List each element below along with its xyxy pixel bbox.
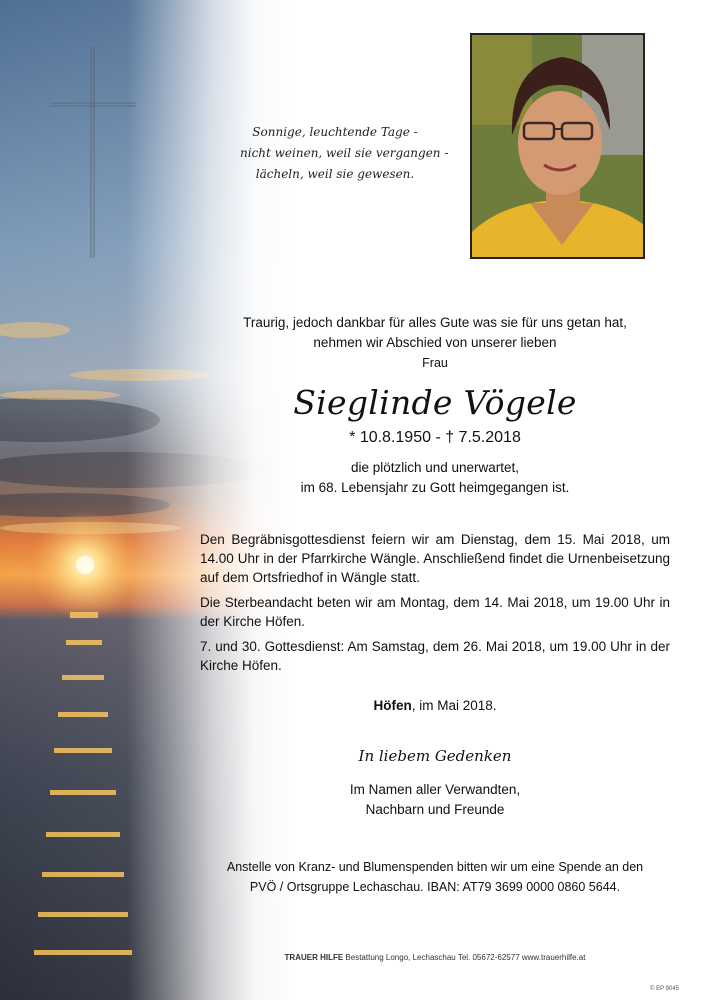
footer-brand: TRAUER HILFE bbox=[284, 953, 344, 962]
quote-line: Sonnige, leuchtende Tage - bbox=[252, 125, 418, 139]
donation-note bbox=[200, 857, 670, 897]
donation-line: Anstelle von Kranz- und Blumenspenden bitten wir um eine Spende an den bbox=[226, 860, 644, 874]
quote-line: lächeln, weil sie gewesen. bbox=[255, 167, 415, 181]
footer-imprint bbox=[200, 953, 670, 962]
intro-line: Traurig, jedoch dankbar für alles Gute was sie für uns getan hat, bbox=[243, 315, 627, 330]
memory-heading: In liebem Gedenken bbox=[358, 747, 512, 765]
donation-line: PVÖ / Ortsgruppe Lechaschau. IBAN: AT79 3699 0000 0860 5644. bbox=[249, 880, 621, 894]
quote-line: nicht weinen, weil sie vergangen - bbox=[240, 146, 449, 160]
memorial-quote bbox=[240, 122, 449, 185]
services-paragraph: 7. und 30. Gottesdienst: Am Samstag, dem 26. Mai 2018, um 19.00 Uhr in der Kirche Höfen. bbox=[200, 639, 670, 673]
family-line: Nachbarn und Freunde bbox=[365, 802, 505, 817]
service-details bbox=[200, 530, 670, 681]
cross-icon bbox=[48, 45, 138, 260]
life-dates: * 10.8.1950 - † 7.5.2018 bbox=[349, 429, 521, 446]
intro-text bbox=[200, 313, 670, 353]
prayer-paragraph: Die Sterbeandacht beten wir am Montag, dem 14. Mai 2018, um 19.00 Uhr in der Kirche Höfen. bbox=[200, 595, 670, 629]
place-date-text: , im Mai 2018. bbox=[411, 698, 497, 713]
deceased-name: Sieglinde Vögele bbox=[293, 383, 577, 422]
salutation: Frau bbox=[422, 356, 448, 370]
death-line: die plötzlich und unerwartet, bbox=[350, 460, 520, 475]
intro-line: nehmen wir Abschied von unserer lieben bbox=[313, 335, 557, 350]
place-date bbox=[200, 698, 670, 713]
place-name: Höfen bbox=[373, 698, 412, 713]
portrait-image bbox=[472, 35, 643, 257]
footer-text: Bestattung Longo, Lechaschau Tel. 05672-62577 www.trauerhilfe.at bbox=[343, 953, 586, 962]
death-text bbox=[200, 458, 670, 498]
print-code: © EP 9045 bbox=[650, 986, 679, 992]
family-line: Im Namen aller Verwandten, bbox=[349, 782, 521, 797]
family-text bbox=[200, 780, 670, 820]
death-line: im 68. Lebensjahr zu Gott heimgegangen ist. bbox=[300, 480, 570, 495]
funeral-paragraph: Den Begräbnisgottesdienst feiern wir am Dienstag, dem 15. Mai 2018, um 14.00 Uhr in der Pfarrkirche Wängle. Anschließend findet die Urnenbeisetzung auf dem Ortsfriedhof in Wängle statt. bbox=[200, 532, 670, 585]
portrait-photo bbox=[470, 33, 645, 259]
